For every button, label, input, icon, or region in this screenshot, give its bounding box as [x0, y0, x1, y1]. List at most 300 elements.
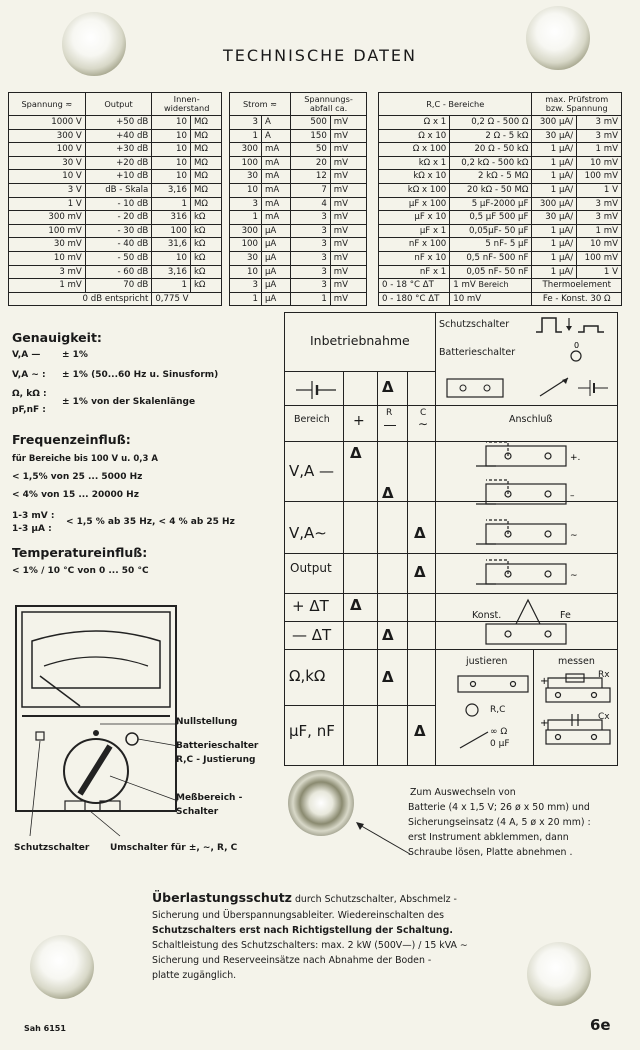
current-unit-cell: µA: [261, 251, 290, 265]
frequenz-heading: Frequenzeinfluß:: [12, 432, 131, 447]
current-value-cell: 3: [230, 279, 262, 293]
current-unit-cell: mA: [261, 211, 290, 225]
genauigkeit-l2-label: V,A ∼ :: [12, 370, 46, 380]
table-row: [9, 197, 222, 211]
multiplier-cell: nF x 1: [379, 265, 450, 279]
current-cell: 1 µA/: [532, 170, 577, 184]
range-cell: 2 kΩ - 5 MΩ: [450, 170, 532, 184]
resistance-unit-cell: MΩ: [190, 143, 221, 157]
resistance-unit-cell: MΩ: [190, 156, 221, 170]
range-cell: 10 V: [9, 170, 86, 184]
genauigkeit-l3-label2: pF,nF :: [12, 405, 46, 415]
battery-note-l4: erst Instrument abklemmen, dann: [408, 832, 569, 843]
current-value-cell: 10: [230, 265, 262, 279]
current-value-cell: 300: [230, 224, 262, 238]
range-cell: 100 V: [9, 143, 86, 157]
resistance-value-cell: 3,16: [152, 265, 191, 279]
spannung-table: [8, 92, 222, 306]
screw-top-left: [62, 12, 126, 76]
fe-label: Fe: [560, 610, 571, 621]
row-label-va-ac: V,A∼: [289, 524, 327, 542]
table-row: [230, 129, 367, 143]
genauigkeit-l3-label: Ω, kΩ :: [12, 389, 47, 399]
drop-value-cell: 3: [291, 211, 331, 225]
current-unit-cell: µA: [261, 238, 290, 252]
range-cell: 1000 V: [9, 116, 86, 130]
voltage-cell: 1 mV: [577, 224, 622, 238]
connection-diagrams: [436, 438, 616, 648]
table-row: [379, 183, 622, 197]
table-row: [379, 197, 622, 211]
output-cell: - 60 dB: [85, 265, 152, 279]
table-row: [9, 156, 222, 170]
therm-row2-value: 10 mV: [450, 292, 532, 306]
multiplier-cell: µF x 1: [379, 224, 450, 238]
current-value-cell: 1: [230, 211, 262, 225]
svg-text:+.: +.: [570, 453, 581, 463]
voltage-cell: 3 mV: [577, 129, 622, 143]
current-unit-cell: µA: [261, 224, 290, 238]
frequenz-l2: < 1,5% von 25 ... 5000 Hz: [12, 472, 143, 482]
konst-label: Konst.: [472, 610, 502, 621]
voltage-cell: 10 mV: [577, 156, 622, 170]
temperatur-heading: Temperatureinfluß:: [12, 545, 148, 560]
drop-value-cell: 3: [291, 238, 331, 252]
table-row: [379, 251, 622, 265]
table-row: [230, 238, 367, 252]
range-cell: 20 Ω - 50 kΩ: [450, 143, 532, 157]
range-cell: 10 mV: [9, 251, 86, 265]
strom-table: [229, 92, 367, 306]
therm-row2-range: 0 - 180 °C ΔT: [379, 292, 450, 306]
multiplier-cell: kΩ x 100: [379, 183, 450, 197]
innenwiderstand-header: Innen- widerstand: [152, 93, 222, 116]
bereich-label: Bereich: [478, 280, 509, 290]
table-row: [9, 183, 222, 197]
footer-code: Sah 6151: [24, 1024, 66, 1033]
table-row: [230, 292, 367, 306]
multiplier-cell: Ω x 100: [379, 143, 450, 157]
table-row: [230, 224, 367, 238]
voltage-cell: 10 mV: [577, 238, 622, 252]
drop-unit-cell: mV: [330, 265, 366, 279]
table-row: [379, 156, 622, 170]
drop-unit-cell: mV: [330, 156, 366, 170]
voltage-cell: 100 mV: [577, 251, 622, 265]
device-drawing: [10, 596, 280, 866]
resistance-unit-cell: MΩ: [190, 116, 221, 130]
spannung-footer-left: 0 dB entspricht: [9, 292, 152, 306]
output-cell: - 50 dB: [85, 251, 152, 265]
range-cell: 0,05µF- 50 µF: [450, 224, 532, 238]
output-cell: +20 dB: [85, 156, 152, 170]
table-row: [379, 265, 622, 279]
screw-bottom-right: [527, 942, 591, 1006]
range-cell: 0,2 Ω - 500 Ω: [450, 116, 532, 130]
genauigkeit-l3-value: ± 1% von der Skalenlänge: [62, 397, 196, 407]
table-row: [230, 265, 367, 279]
table-row: [230, 170, 367, 184]
svg-text:–: –: [570, 491, 575, 501]
potentiometer-symbol: [538, 374, 610, 400]
voltage-cell: 1 V: [577, 265, 622, 279]
frequenz-l4-value: < 1,5 % ab 35 Hz, < 4 % ab 25 Hz: [66, 517, 235, 527]
multiplier-cell: µF x 100: [379, 197, 450, 211]
drop-value-cell: 4: [291, 197, 331, 211]
drop-unit-cell: mV: [330, 129, 366, 143]
battery-note-l5: Schraube lösen, Platte abnehmen .: [408, 847, 573, 858]
row-label-va-dc: V,A —: [289, 462, 335, 480]
multiplier-cell: kΩ x 1: [379, 156, 450, 170]
rc-adjust-label: R,C: [490, 705, 506, 715]
table-row: [9, 224, 222, 238]
current-cell: 30 µA/: [532, 129, 577, 143]
resistance-value-cell: 10: [152, 156, 191, 170]
drop-unit-cell: mV: [330, 170, 366, 184]
current-unit-cell: mA: [261, 183, 290, 197]
drop-value-cell: 150: [291, 129, 331, 143]
inbetrieb-title: Inbetriebnahme: [310, 333, 410, 348]
battery-symbol: [296, 378, 336, 402]
delta-icon: Δ: [382, 626, 394, 644]
temperatur-l1: < 1% / 10 °C von 0 ... 50 °C: [12, 566, 149, 576]
strom-header: Strom ≂: [230, 93, 291, 116]
range-cell: 100 mV: [9, 224, 86, 238]
pruefstrom-header: max. Prüfstrom bzw. Spannung: [532, 93, 622, 116]
voltage-cell: 100 mV: [577, 170, 622, 184]
resistance-unit-cell: kΩ: [190, 211, 221, 225]
current-unit-cell: A: [261, 129, 290, 143]
output-cell: +40 dB: [85, 129, 152, 143]
range-cell: 30 V: [9, 156, 86, 170]
ueberlast-l5: Sicherung und Reserveeinsätze nach Abnahme der Boden -: [152, 955, 432, 966]
connector-symbol: [445, 376, 505, 400]
table-row: [379, 143, 622, 157]
range-cell: 3 mV: [9, 265, 86, 279]
delta-icon: Δ: [350, 596, 362, 614]
current-value-cell: 100: [230, 156, 262, 170]
resistance-unit-cell: MΩ: [190, 170, 221, 184]
page-number: 6e: [590, 1016, 611, 1034]
current-cell: 1 µA/: [532, 238, 577, 252]
output-cell: - 30 dB: [85, 224, 152, 238]
table-row: [379, 129, 622, 143]
page-title: TECHNISCHE DATEN: [223, 46, 417, 65]
row-label-ohm: Ω,kΩ: [289, 667, 326, 685]
cx-label: Cx: [598, 712, 610, 722]
ueberlast-l1-rest: durch Schutzschalter, Abschmelz -: [291, 894, 457, 905]
ueberlast-l2: Sicherung und Überspannungsableiter. Wiedereinschalten des: [152, 910, 445, 921]
table-row: [9, 129, 222, 143]
schutzschalter-label: Schutzschalter: [439, 319, 510, 330]
current-cell: 1 µA/: [532, 183, 577, 197]
range-cell: 0,5 µF 500 µF: [450, 211, 532, 225]
current-unit-cell: mA: [261, 170, 290, 184]
range-cell: 5 µF-2000 µF: [450, 197, 532, 211]
current-unit-cell: µA: [261, 292, 290, 306]
multiplier-cell: nF x 10: [379, 251, 450, 265]
genauigkeit-l1-value: ± 1%: [62, 350, 88, 360]
table-row: [379, 211, 622, 225]
thermoelement-label: Thermoelement: [532, 279, 622, 293]
drop-value-cell: 500: [291, 116, 331, 130]
spannung-header: Spannung ≂: [9, 93, 86, 116]
current-cell: 300 µA/: [532, 197, 577, 211]
label-messbereich: Meßbereich -: [176, 793, 243, 803]
ueberlast-l4: Schaltleistung des Schutzschalters: max. 2 kW (500V—) / 15 kVA ∼: [152, 940, 468, 951]
battery-screw: [288, 770, 354, 836]
ueberlast-heading: Überlastungsschutz: [152, 890, 292, 905]
table-row: [9, 265, 222, 279]
drop-value-cell: 1: [291, 292, 331, 306]
switch-symbols: [534, 314, 614, 364]
resistance-value-cell: 100: [152, 224, 191, 238]
table-row: [9, 238, 222, 252]
output-cell: 70 dB: [85, 279, 152, 293]
range-cell: 1 mV: [9, 279, 86, 293]
delta-icon: Δ: [382, 484, 394, 502]
genauigkeit-l1-label: V,A —: [12, 350, 41, 360]
svg-text:+: +: [540, 718, 549, 729]
voltage-cell: 1 mV: [577, 143, 622, 157]
thermoelement-value: Fe - Konst. 30 Ω: [532, 292, 622, 306]
ueberlast-l6: platte zugänglich.: [152, 970, 237, 981]
voltage-cell: 1 V: [577, 183, 622, 197]
range-cell: 1 V: [9, 197, 86, 211]
table-row: [230, 116, 367, 130]
resistance-unit-cell: kΩ: [190, 279, 221, 293]
drop-unit-cell: mV: [330, 292, 366, 306]
genauigkeit-l2-value: ± 1% (50...60 Hz u. Sinusform): [62, 370, 219, 380]
output-cell: - 10 dB: [85, 197, 152, 211]
resistance-unit-cell: kΩ: [190, 251, 221, 265]
table-row: [379, 170, 622, 184]
current-value-cell: 100: [230, 238, 262, 252]
delta-icon: Δ: [414, 563, 426, 581]
resistance-value-cell: 10: [152, 129, 191, 143]
current-unit-cell: mA: [261, 143, 290, 157]
frequenz-l4-label2: 1-3 µA :: [12, 524, 52, 534]
current-unit-cell: mA: [261, 197, 290, 211]
resistance-unit-cell: MΩ: [190, 197, 221, 211]
current-value-cell: 30: [230, 251, 262, 265]
multiplier-cell: Ω x 10: [379, 129, 450, 143]
drop-unit-cell: mV: [330, 224, 366, 238]
drop-value-cell: 20: [291, 156, 331, 170]
battery-note-l1: Zum Auswechseln von: [410, 787, 516, 798]
delta-icon: Δ: [382, 378, 394, 396]
table-row: [230, 251, 367, 265]
current-value-cell: 3: [230, 197, 262, 211]
spannungsabfall-header: Spannungs- abfall ca.: [291, 93, 367, 116]
voltage-cell: 3 mV: [577, 197, 622, 211]
output-cell: dB - Skala: [85, 183, 152, 197]
zero-uf-label: 0 µF: [490, 739, 510, 749]
output-cell: +30 dB: [85, 143, 152, 157]
frequenz-l4-label: 1-3 mV :: [12, 511, 55, 521]
output-cell: +50 dB: [85, 116, 152, 130]
resistance-value-cell: 10: [152, 170, 191, 184]
table-row: [9, 143, 222, 157]
current-value-cell: 3: [230, 116, 262, 130]
output-cell: - 40 dB: [85, 238, 152, 252]
table-row: [9, 170, 222, 184]
multiplier-cell: Ω x 1: [379, 116, 450, 130]
rx-label: Rx: [598, 670, 610, 680]
table-row: [230, 183, 367, 197]
row-label-output: Output: [290, 561, 332, 575]
resistance-value-cell: 1: [152, 197, 191, 211]
drop-unit-cell: mV: [330, 211, 366, 225]
table-row: [230, 197, 367, 211]
voltage-cell: 3 mV: [577, 116, 622, 130]
output-cell: +10 dB: [85, 170, 152, 184]
current-unit-cell: A: [261, 116, 290, 130]
col-bereich: Bereich: [294, 414, 330, 425]
resistance-value-cell: 3,16: [152, 183, 191, 197]
col-r: R: [386, 408, 393, 418]
table-row: [230, 211, 367, 225]
range-cell: 5 nF- 5 µF: [450, 238, 532, 252]
table-row: [9, 116, 222, 130]
table-row: [9, 251, 222, 265]
current-cell: 1 µA/: [532, 251, 577, 265]
genauigkeit-heading: Genauigkeit:: [12, 330, 102, 345]
current-cell: 1 µA/: [532, 143, 577, 157]
current-cell: 1 µA/: [532, 156, 577, 170]
range-cell: 0,5 nF- 500 nF: [450, 251, 532, 265]
therm-row1-value: 1 mV Bereich: [450, 279, 532, 293]
range-cell: 2 Ω - 5 kΩ: [450, 129, 532, 143]
frequenz-l1: für Bereiche bis 100 V u. 0,3 A: [12, 454, 158, 464]
label-batterieschalter: Batterieschalter: [176, 741, 259, 751]
drop-value-cell: 3: [291, 265, 331, 279]
multiplier-cell: kΩ x 10: [379, 170, 450, 184]
range-cell: 20 kΩ - 50 MΩ: [450, 183, 532, 197]
row-label-minus-dt: — ΔT: [292, 626, 332, 644]
delta-icon: Δ: [414, 524, 426, 542]
col-c: C: [420, 408, 427, 418]
output-header: Output: [85, 93, 152, 116]
drop-value-cell: 7: [291, 183, 331, 197]
label-umschalter: Umschalter für ±, ∼, R, C: [110, 843, 238, 853]
range-cell: 300 mV: [9, 211, 86, 225]
table-row: [379, 238, 622, 252]
messen-label: messen: [558, 656, 595, 667]
resistance-value-cell: 1: [152, 279, 191, 293]
voltage-cell: 3 mV: [577, 211, 622, 225]
screw-bottom-left: [30, 935, 94, 999]
table-row: [230, 156, 367, 170]
current-value-cell: 30: [230, 170, 262, 184]
drop-unit-cell: mV: [330, 251, 366, 265]
current-value-cell: 1: [230, 129, 262, 143]
ueberlast-l3: Schutzschalters erst nach Richtigstellung der Schaltung.: [152, 925, 453, 936]
justieren-label: justieren: [466, 656, 508, 667]
battery-note-l3: Sicherungseinsatz (4 A, 5 ø x 20 mm) :: [408, 817, 591, 828]
drop-unit-cell: mV: [330, 116, 366, 130]
row-label-capacitance: µF, nF: [289, 722, 335, 740]
svg-text:+: +: [540, 676, 549, 687]
range-cell: 30 mV: [9, 238, 86, 252]
rc-header: R,C - Bereiche: [379, 93, 532, 116]
table-row: [379, 116, 622, 130]
col-c-tilde: ∼: [418, 417, 429, 431]
range-cell: 300 V: [9, 129, 86, 143]
table-row: [9, 211, 222, 225]
current-cell: 1 µA/: [532, 265, 577, 279]
current-cell: 1 µA/: [532, 224, 577, 238]
delta-icon: Δ: [414, 722, 426, 740]
col-anschluss: Anschluß: [509, 414, 553, 425]
resistance-unit-cell: MΩ: [190, 183, 221, 197]
batterieschalter-label: Batterieschalter: [439, 347, 516, 358]
resistance-value-cell: 31,6: [152, 238, 191, 252]
multiplier-cell: µF x 10: [379, 211, 450, 225]
svg-text:~: ~: [570, 571, 578, 581]
current-unit-cell: µA: [261, 265, 290, 279]
resistance-value-cell: 10: [152, 251, 191, 265]
drop-value-cell: 12: [291, 170, 331, 184]
drop-unit-cell: mV: [330, 183, 366, 197]
drop-value-cell: 3: [291, 279, 331, 293]
range-cell: 0,05 nF- 50 nF: [450, 265, 532, 279]
svg-text:~: ~: [570, 531, 578, 541]
current-value-cell: 300: [230, 143, 262, 157]
svg-text:0: 0: [574, 341, 580, 350]
infinity-ohm-label: ∞ Ω: [490, 727, 508, 737]
range-cell: 3 V: [9, 183, 86, 197]
current-value-cell: 1: [230, 292, 262, 306]
label-schutzschalter: Schutzschalter: [14, 843, 90, 853]
current-unit-cell: mA: [261, 156, 290, 170]
spannung-footer-right: 0,775 V: [152, 292, 222, 306]
table-row: [379, 224, 622, 238]
battery-note-l2: Batterie (4 x 1,5 V; 26 ø x 50 mm) und: [408, 802, 590, 813]
table-row: [230, 143, 367, 157]
resistance-value-cell: 10: [152, 116, 191, 130]
drop-value-cell: 3: [291, 224, 331, 238]
table-row: [230, 279, 367, 293]
resistance-unit-cell: kΩ: [190, 265, 221, 279]
resistance-value-cell: 10: [152, 143, 191, 157]
range-cell: 0,2 kΩ - 500 kΩ: [450, 156, 532, 170]
frequenz-l3: < 4% von 15 ... 20000 Hz: [12, 490, 139, 500]
current-cell: 30 µA/: [532, 211, 577, 225]
output-cell: - 20 dB: [85, 211, 152, 225]
drop-unit-cell: mV: [330, 279, 366, 293]
current-unit-cell: µA: [261, 279, 290, 293]
drop-unit-cell: mV: [330, 143, 366, 157]
col-plus: +: [353, 413, 365, 429]
label-schalter: Schalter: [176, 807, 219, 817]
resistance-value-cell: 316: [152, 211, 191, 225]
note-arrow: [352, 810, 412, 860]
resistance-unit-cell: kΩ: [190, 238, 221, 252]
col-r-bar: [384, 425, 396, 426]
drop-value-cell: 3: [291, 251, 331, 265]
therm-row1-range: 0 - 18 °C ΔT: [379, 279, 450, 293]
ueberlast-l1: [152, 890, 457, 907]
label-rc-justierung: R,C - Justierung: [176, 755, 256, 765]
drop-unit-cell: mV: [330, 238, 366, 252]
multiplier-cell: nF x 100: [379, 238, 450, 252]
drop-value-cell: 50: [291, 143, 331, 157]
resistance-unit-cell: MΩ: [190, 129, 221, 143]
drop-unit-cell: mV: [330, 197, 366, 211]
row-label-plus-dt: + ΔT: [292, 597, 329, 615]
resistance-unit-cell: kΩ: [190, 224, 221, 238]
